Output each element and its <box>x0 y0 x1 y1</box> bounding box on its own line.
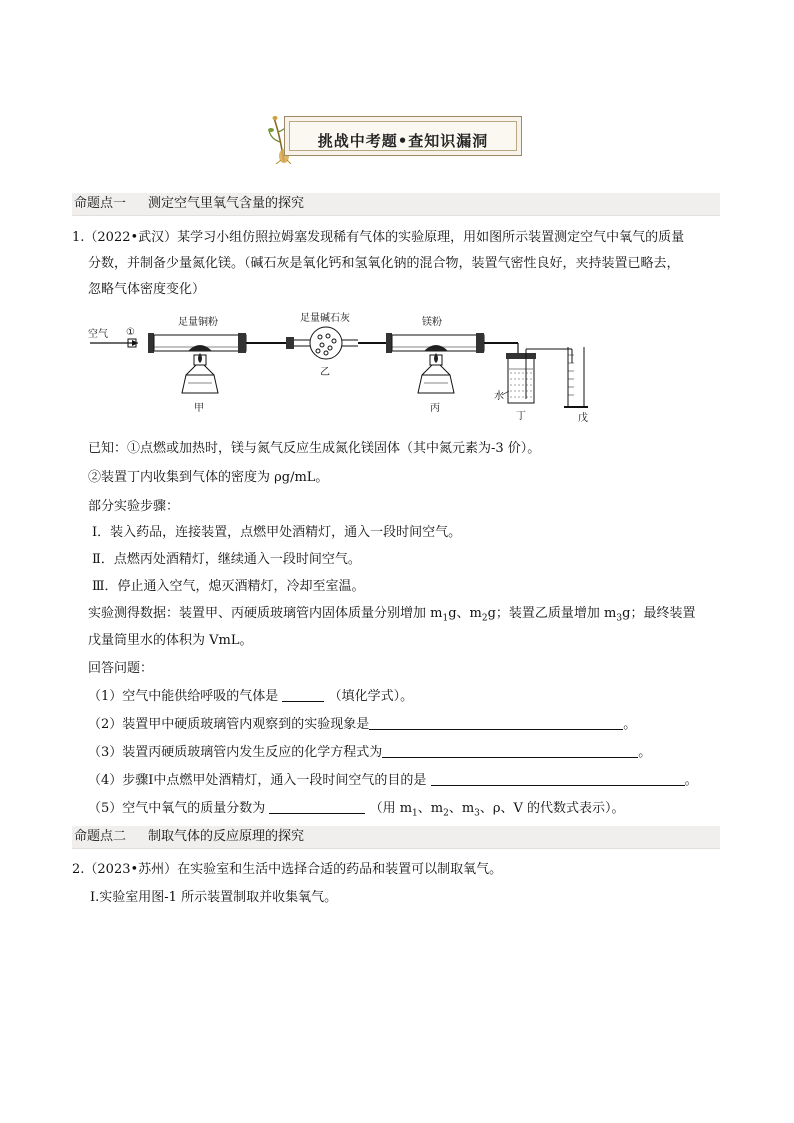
known-line2: ②装置丁内收集到气体的密度为 ρg/mL。 <box>88 470 329 485</box>
section-title: 测定空气里氧气含量的探究 <box>148 196 305 211</box>
q2-line2: Ⅰ.实验室用图-1 所示装置制取并收集氧气。 <box>90 890 338 905</box>
answer-3-blank[interactable] <box>382 744 638 758</box>
known-line1: 已知：①点燃或加热时，镁与氮气反应生成氮化镁固体（其中氮元素为-3 价）。 <box>88 441 541 456</box>
tube-yi <box>286 327 358 359</box>
label-bing: 丙 <box>430 403 440 414</box>
lamp-jia <box>182 353 218 393</box>
q2-line1: 2.（2023•苏州）在实验室和生活中选择合适的药品和装置可以制取氧气。 <box>72 862 503 877</box>
label-mg: 镁粉 <box>422 317 442 328</box>
label-water: 水 <box>494 391 504 402</box>
label-yi: 乙 <box>320 367 330 378</box>
section-title: 制取气体的反应原理的探究 <box>148 829 305 844</box>
answers-head: 回答问题： <box>88 661 154 676</box>
label-copper: 足量铜粉 <box>178 317 218 328</box>
data-line2: 戊量筒里水的体积为 VmL。 <box>88 633 253 648</box>
tube-jia <box>148 333 246 353</box>
label-sodalime: 足量碱石灰 <box>300 313 350 324</box>
q1-line1: 1.（2022•武汉）某学习小组仿照拉姆塞发现稀有气体的实验原理，用如图所示装置测定空气中氧气的质量 <box>72 230 685 245</box>
answer-1-blank[interactable] <box>282 688 324 702</box>
label-wu: 戊 <box>578 413 588 424</box>
section-header-1 <box>72 193 720 216</box>
section-label: 命题点一 <box>74 196 127 211</box>
answer-4: （4）步骤Ⅰ中点燃甲处酒精灯，通入一段时间空气的目的是 。 <box>88 773 698 788</box>
answer-5: （5）空气中氧气的质量分数为 （用 $m_1$、$m_2$、$m_3$、ρ、V 的代数式表示）。 <box>88 801 625 819</box>
q1-line3: 忽略气体密度变化） <box>88 282 206 297</box>
answer-3: （3）装置丙硬质玻璃管内发生反应的化学方程式为 。 <box>88 745 652 760</box>
label-ding: 丁 <box>516 411 526 422</box>
bottle-ding <box>506 349 572 403</box>
label-valve: ① <box>126 327 135 338</box>
q1-line2: 分数，并制备少量氮化镁。（碱石灰是氧化钙和氢氧化钠的混合物，装置气密性良好，夹持装置已略去， <box>88 256 680 271</box>
section-label: 命题点二 <box>74 829 127 844</box>
answer-2: （2）装置甲中硬质玻璃管内观察到的实验现象是 。 <box>88 717 637 732</box>
label-jia: 甲 <box>194 403 204 414</box>
title-banner <box>266 112 528 160</box>
lamp-bing <box>418 353 454 393</box>
section-header-2 <box>72 826 720 849</box>
answer-1: （1）空气中能供给呼吸的气体是 （填化学式）。 <box>88 689 414 704</box>
apparatus-diagram <box>88 303 608 428</box>
answer-4-blank[interactable] <box>431 772 685 786</box>
step-3: Ⅲ．停止通入空气，熄灭酒精灯，冷却至室温。 <box>92 579 365 594</box>
steps-head: 部分实验步骤： <box>88 499 180 514</box>
cylinder-wu <box>564 347 588 407</box>
step-2: Ⅱ．点燃丙处酒精灯，继续通入一段时间空气。 <box>92 552 361 567</box>
step-1: Ⅰ．装入药品，连接装置，点燃甲处酒精灯，通入一段时间空气。 <box>92 525 462 540</box>
answer-2-blank[interactable] <box>369 716 623 730</box>
data-line1: 实验测得数据：装置甲、丙硬质玻璃管内固体质量分别增加 $m_1g$、$m_2g$；装置乙质量增加 $m_3g$；最终装置 <box>88 606 696 624</box>
label-air: 空气 <box>88 329 108 340</box>
banner-title: 挑战中考题•查知识漏洞 <box>317 132 489 150</box>
banner-frame <box>284 116 522 156</box>
answer-5-blank[interactable] <box>269 800 365 814</box>
tube-bing <box>386 333 484 353</box>
